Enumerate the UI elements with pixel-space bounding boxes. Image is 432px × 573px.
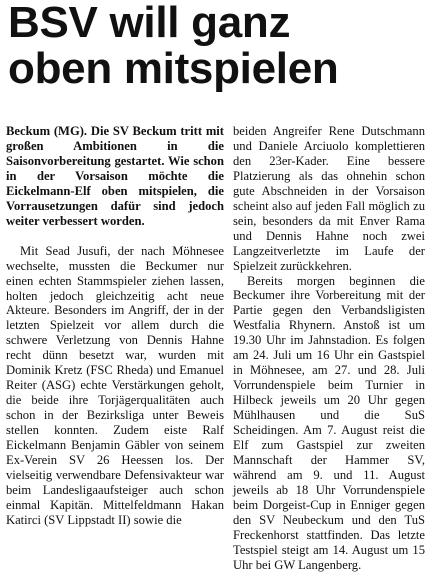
article-headline bbox=[8, 0, 428, 92]
headline-line-2: oben mitspielen bbox=[8, 44, 339, 93]
article-lead bbox=[6, 124, 224, 229]
article-column-right bbox=[233, 124, 425, 573]
article-lead-text: Die SV Beckum tritt mit großen Ambitionen in die Saisonvorbereitung gestartet. Wie schon in der Vorsaison möchte die Eickelmann-Elf oben mitspielen, die Vorrausetzungen dafür sind jedoch weiter verbessert worden. bbox=[6, 124, 224, 228]
headline-line-1: BSV will ganz bbox=[8, 0, 291, 47]
article-column-left bbox=[6, 124, 224, 528]
article-paragraph-1: Mit Sead Jusufi, der nach Möhnesee wechselte, mussten die Beckumer nur einen echten Stammspieler ziehen lassen, holten jedoch gleichzeitig acht neue Akteure. Besonders im Angriff, der in der letzten Spielzeit vor allem durch die schwere Verletzung von Dennis Hahne recht dünn besetzt war, wurden mit Dominik Kretz (FSC Rheda) und Emanuel Reiter (ASG) echte Verstärkungen geholt, die beide ihre Torjägerqualitäten auch schon in der Bezirksliga unter Beweis stellen konnten. Zudem eiste Ralf Eickelmann Benjamin Gäbler von seinem Ex-Verein SV 26 Heessen los. Der vielseitig verwendbare Defensivakteur war beim Landesligaaufsteiger auch schon einmal Kapitän. Mittelfeldmann Hakan Katirci (SV Lippstadt II) sowie die bbox=[6, 243, 224, 527]
article-dateline: Beckum (MG). bbox=[6, 124, 88, 138]
article-paragraph-1-continued: beiden Angreifer Rene Dutschmann und Daniele Arciuolo komplettieren den 23er-Kader. Eine bessere Platzierung als das ohnehin schon gute Abschneiden in der Vorsaison scheint also auf jeden Fall möglich zu sein, besonders da mit Enver Rama und Dennis Hahne noch zwei Langzeitverletzte im Laufe der Spielzeit zurückkehren. bbox=[233, 124, 425, 273]
article-paragraph-2: Bereits morgen beginnen die Beckumer ihre Vorbereitung mit der Partie gegen den Verbandsligisten Westfalia Rhynern. Anstoß ist um 19.30 Uhr im Jahnstadion. Es folgen am 24. Juli um 16 Uhr ein Gastspiel in Möhnesee, am 27. und 28. Juli Vorrundenspiele beim Turnier in Hilbeck jeweils um 20 Uhr gegen Mühlhausen und die SuS Scheidingen. Am 7. August reist die Elf zum Gastspiel zur zweiten Mannschaft der Hammer SV, während am 9. und 11. August jeweils ab 18 Uhr Vorrundenspiele beim Dorgeist-Cup in Enniger gegen den SV Neubeckum und den TuS Freckenhorst stattfinden. Das letzte Testspiel steigt am 14. August um 15 Uhr bei GW Langenberg. bbox=[233, 273, 425, 572]
